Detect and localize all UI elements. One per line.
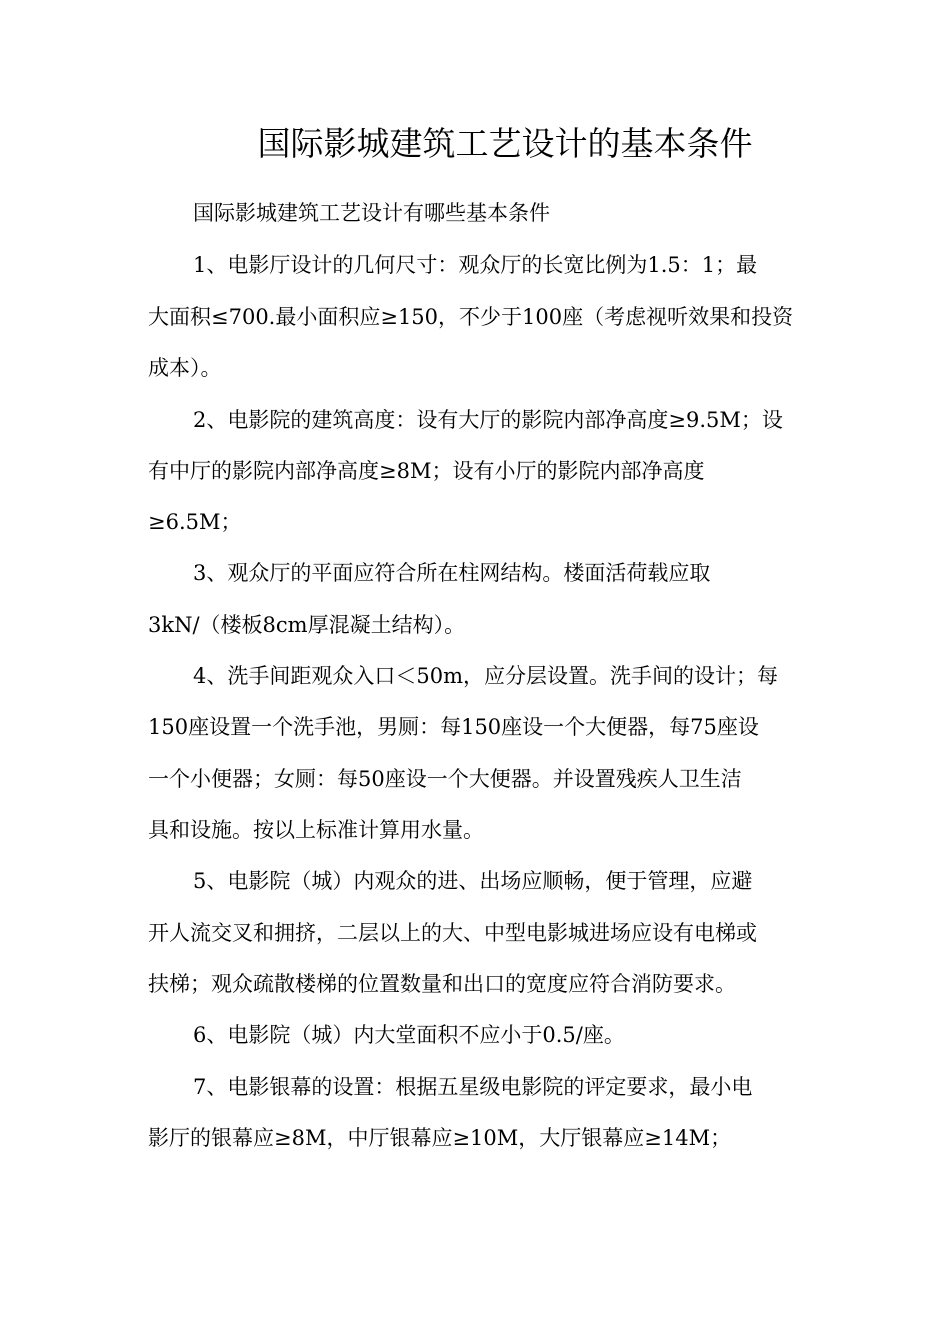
paragraph-3-line-1: 3、观众厅的平面应符合所在柱网结构。楼面活荷载应取	[193, 561, 711, 585]
paragraph-6-line-1: 6、电影院（城）内大堂面积不应小于0.5/座。	[193, 1023, 625, 1047]
paragraph-4-line-1: 4、洗手间距观众入口＜50m，应分层设置。洗手间的设计；每	[193, 664, 778, 688]
paragraph-1-line-1: 1、电影厅设计的几何尺寸：观众厅的长宽比例为1.5：1；最	[193, 253, 758, 277]
paragraph-2-line-1: 2、电影院的建筑高度：设有大厅的影院内部净高度≥9.5M；设	[193, 408, 783, 432]
paragraph-5-line-2: 开人流交叉和拥挤，二层以上的大、中型电影城进场应设有电梯或	[148, 921, 757, 945]
document-subtitle: 国际影城建筑工艺设计有哪些基本条件	[193, 201, 550, 225]
paragraph-2-line-2: 有中厅的影院内部净高度≥8M；设有小厅的影院内部净高度	[148, 459, 705, 483]
paragraph-5-line-3: 扶梯；观众疏散楼梯的位置数量和出口的宽度应符合消防要求。	[148, 972, 736, 996]
document-title: 国际影城建筑工艺设计的基本条件	[257, 124, 753, 163]
paragraph-4-line-2: 150座设置一个洗手池，男厕：每150座设一个大便器，每75座设	[148, 715, 759, 739]
paragraph-3-line-2: 3kN/（楼板8cm厚混凝土结构）。	[148, 613, 466, 637]
paragraph-7-line-2: 影厅的银幕应≥8M，中厅银幕应≥10M，大厅银幕应≥14M；	[148, 1126, 732, 1150]
paragraph-4-line-3: 一个小便器；女厕：每50座设一个大便器。并设置残疾人卫生洁	[148, 767, 742, 791]
paragraph-4-line-4: 具和设施。按以上标准计算用水量。	[148, 818, 484, 842]
paragraph-5-line-1: 5、电影院（城）内观众的进、出场应顺畅，便于管理，应避	[193, 869, 753, 893]
paragraph-1-line-2: 大面积≤700.最小面积应≥150，不少于100座（考虑视听效果和投资	[148, 305, 794, 329]
paragraph-1-line-3: 成本）。	[148, 356, 222, 380]
paragraph-2-line-3: ≥6.5M；	[148, 510, 242, 534]
paragraph-7-line-1: 7、电影银幕的设置：根据五星级电影院的评定要求，最小电	[193, 1075, 753, 1099]
